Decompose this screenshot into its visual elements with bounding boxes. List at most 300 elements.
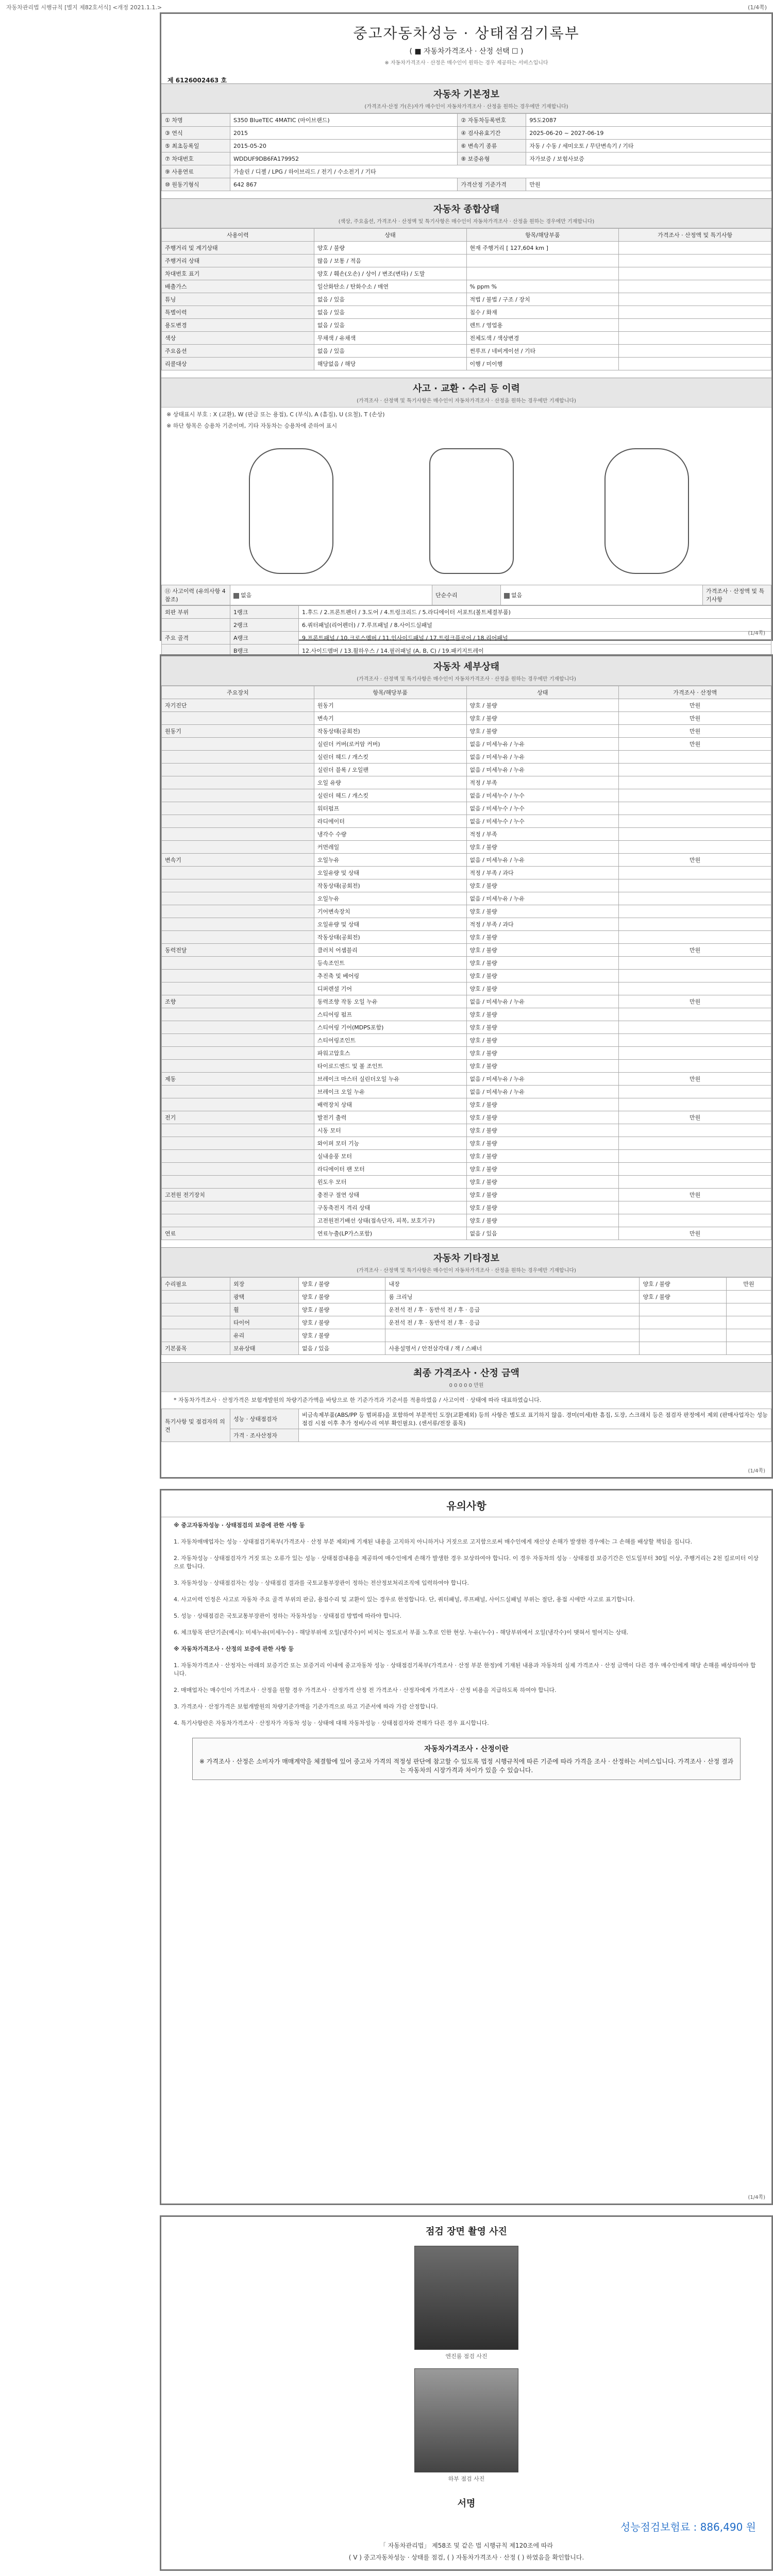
table-row	[162, 970, 771, 982]
other-label	[162, 1303, 230, 1316]
detail-state: 없음 / 미세누유 / 누유	[466, 764, 619, 776]
table-row	[162, 306, 771, 319]
detail-state: 양호 / 불량	[466, 970, 619, 982]
notice-item: 5. 성능 · 상태점검은 국토교통부장관이 정하는 자동차성능 · 상태점검 방법에 따라야 합니다.	[174, 1613, 401, 1619]
summary-table	[161, 228, 771, 370]
detail-price: 만원	[619, 854, 771, 867]
detail-state: 양호 / 불량	[466, 1124, 619, 1137]
table-row	[162, 1124, 771, 1137]
other-item-a: 타이어	[230, 1316, 299, 1329]
summary-label: 차대번호 표기	[162, 267, 314, 280]
accident-rank: 2랭크	[230, 619, 299, 632]
detail-device	[162, 764, 314, 776]
detail-item: 라디에이터	[314, 815, 466, 828]
other-price	[726, 1342, 771, 1355]
detail-item: 디퍼렌셜 기어	[314, 982, 466, 995]
detail-item: 스티어링 기어(MDPS포함)	[314, 1021, 466, 1034]
detail-device	[162, 957, 314, 970]
summary-state: 해당없음 / 해당	[314, 358, 466, 370]
table-row	[162, 699, 771, 712]
special-table	[161, 1409, 771, 1442]
detail-price	[619, 970, 771, 982]
detail-item: 배력장치 상태	[314, 1098, 466, 1111]
signature-title: 서명	[457, 2498, 476, 2509]
detail-item: 오일 유량	[314, 776, 466, 789]
table-row	[162, 1073, 771, 1086]
summary-state: 양호 / 불량	[314, 242, 466, 255]
detail-state: 양호 / 불량	[466, 1034, 619, 1047]
detail-device: 동력전달	[162, 944, 314, 957]
detail-state: 적정 / 부족 / 과다	[466, 918, 619, 931]
table-row	[162, 255, 771, 267]
detail-device: 고전원 전기장치	[162, 1189, 314, 1201]
summary-label: 배출가스	[162, 280, 314, 293]
statement-2: ( V ) 중고자동차성능 · 상태를 점검, ( ) 자동차가격조사 · 산정 ( ) 하였음을 확인합니다.	[348, 2554, 584, 2561]
detail-item: 오일유량 및 상태	[314, 918, 466, 931]
notice-item: 3. 가격조사 · 산정가격은 보험개발원의 차량기준가액을 기준가격으로 하고 기준서에 따라 가감 산정합니다.	[174, 1703, 438, 1710]
other-state-a: 양호 / 불량	[299, 1278, 385, 1291]
table-row	[162, 1329, 771, 1342]
table-row	[162, 1098, 771, 1111]
detail-device	[162, 918, 314, 931]
detail-item: 변속기	[314, 712, 466, 725]
car-diagram	[161, 430, 771, 585]
detail-state: 없음 / 미세누수 / 누수	[466, 802, 619, 815]
summary-detail: 적법 / 불법 / 구조 / 장치	[466, 293, 619, 306]
summary-price	[619, 267, 771, 280]
table-row	[162, 242, 771, 255]
summary-label: 주요옵션	[162, 345, 314, 358]
detail-price: 만원	[619, 1111, 771, 1124]
detail-device: 전기	[162, 1111, 314, 1124]
summary-price	[619, 345, 771, 358]
other-state-b	[640, 1303, 726, 1316]
table-row	[162, 1227, 771, 1240]
table-row	[162, 1034, 771, 1047]
table-row	[162, 1214, 771, 1227]
other-item-a: 휠	[230, 1303, 299, 1316]
detail-price	[619, 841, 771, 854]
summary-label: 리콜대상	[162, 358, 314, 370]
other-price: 만원	[726, 1278, 771, 1291]
table-row	[162, 854, 771, 867]
notice-item: 4. 특기사항란은 자동차가격조사 · 산정자가 자동차 성능 · 상태에 대해 자동차성능 · 상태점검자와 견해가 다른 경우 표시합니다.	[174, 1720, 489, 1726]
table-row	[162, 905, 771, 918]
table-row	[162, 892, 771, 905]
detail-state: 양호 / 불량	[466, 1214, 619, 1227]
accident-rank: 1랭크	[230, 606, 299, 619]
detail-item: 시동 모터	[314, 1124, 466, 1137]
detail-device: 원동기	[162, 725, 314, 738]
detail-device	[162, 892, 314, 905]
notice-item: 3. 자동차성능 · 상태점검자는 성능 · 상태점검 결과를 국토교통부장관이 정하는 전산정보처리조직에 입력하여야 합니다.	[174, 1580, 469, 1586]
detail-item: 오일누유	[314, 892, 466, 905]
table-row	[162, 1342, 771, 1355]
notice-item: 1. 자동차가격조사 · 산정자는 아래의 보증기간 또는 보증거리 이내에 중고자동차 성능 · 상태점검기록부(가격조사 · 산정 부분 한정)에 기재된 내용과 자동차의 실제 가격조사 · 산정 금액이 다른 경우 매수인에게 해당 손해를 배상하여야 합니다.	[174, 1662, 756, 1677]
detail-item: 커먼레일	[314, 841, 466, 854]
table-row: 가격 · 조사산정자	[162, 1429, 771, 1442]
detail-price: 만원	[619, 725, 771, 738]
section-other-title: 자동차 기타정보 (가격조사 · 산정액 및 특기사항은 매수인이 자동차가격조사 · 산정을 원하는 경우에만 기재합니다)	[161, 1247, 771, 1277]
other-item-b: 사용설명서 / 안전삼각대 / 잭 / 스패너	[385, 1342, 640, 1355]
detail-item: 추진축 및 베어링	[314, 970, 466, 982]
detail-item: 스티어링 펌프	[314, 1008, 466, 1021]
table-row	[162, 1060, 771, 1073]
detail-state: 양호 / 불량	[466, 1137, 619, 1150]
other-label: 기본품목	[162, 1342, 230, 1355]
page-indicator: (1/4쪽)	[748, 4, 767, 11]
table-row	[162, 332, 771, 345]
accident-group: 외판 부위	[162, 606, 230, 619]
detail-state: 없음 / 미세누유 / 누유	[466, 995, 619, 1008]
detail-price	[619, 1086, 771, 1098]
detail-device: 자기진단	[162, 699, 314, 712]
detail-item: 발전기 출력	[314, 1111, 466, 1124]
detail-state: 없음 / 미세누수 / 누수	[466, 815, 619, 828]
other-item-a: 보유상태	[230, 1342, 299, 1355]
accident-legend: ※ 상태표시 부호 : X (교환), W (판금 또는 용접), C (부식), A (흠집), U (요철), T (손상)	[166, 411, 385, 418]
table-row	[162, 1303, 771, 1316]
detail-state: 양호 / 불량	[466, 1176, 619, 1189]
detail-state: 적정 / 부족	[466, 828, 619, 841]
other-state-b	[640, 1342, 726, 1355]
other-state-b	[640, 1316, 726, 1329]
detail-device	[162, 1201, 314, 1214]
detail-item: 실내송풍 모터	[314, 1150, 466, 1163]
detail-device	[162, 841, 314, 854]
detail-item: 동력조향 작동 오일 누유	[314, 995, 466, 1008]
detail-item: 연료누출(LP가스포함)	[314, 1227, 466, 1240]
other-state-b: 양호 / 불량	[640, 1291, 726, 1303]
table-row	[162, 632, 771, 645]
table-row	[162, 879, 771, 892]
summary-detail	[466, 255, 619, 267]
page-3	[160, 1489, 773, 2205]
detail-device: 연료	[162, 1227, 314, 1240]
detail-price	[619, 751, 771, 764]
detail-item: 윈도우 모터	[314, 1176, 466, 1189]
detail-device	[162, 1008, 314, 1021]
detail-price	[619, 815, 771, 828]
summary-label: 특별이력	[162, 306, 314, 319]
detail-state: 없음 / 미세누유 / 누유	[466, 892, 619, 905]
engine-photo-caption: 엔진룸 점검 사진	[445, 2353, 488, 2360]
summary-price	[619, 332, 771, 345]
detail-state: 없음 / 있음	[466, 1227, 619, 1240]
notice-box-title: 자동차가격조사 · 산정이란	[424, 1745, 509, 1753]
detail-state: 없음 / 미세누유 / 누유	[466, 1086, 619, 1098]
detail-device	[162, 751, 314, 764]
detail-price	[619, 1034, 771, 1047]
summary-price	[619, 255, 771, 267]
summary-detail: 썬루프 / 네비게이션 / 기타	[466, 345, 619, 358]
detail-item: 구동축전지 격리 상태	[314, 1201, 466, 1214]
page-number-1: (1/4쪽)	[748, 631, 765, 636]
notice-box-text: ※ 가격조사 · 산정은 소비자가 매매계약을 체결함에 있어 중고차 가격의 적정성 판단에 참고할 수 있도록 법정 시행규칙에 따른 기준에 따라 가격을 조사 · 산정하는 서비스입니다. 가격조사 · 산정 결과는 자동차의 시장가격과 차이가 있을 수 있습니다.	[199, 1758, 734, 1774]
detail-device	[162, 1214, 314, 1227]
detail-state: 양호 / 불량	[466, 1021, 619, 1034]
table-row	[162, 751, 771, 764]
table-row	[162, 1163, 771, 1176]
detail-device	[162, 815, 314, 828]
detail-device	[162, 1047, 314, 1060]
other-item-b: 내장	[385, 1278, 640, 1291]
car-outline-center-icon	[429, 448, 514, 574]
summary-label: 용도변경	[162, 319, 314, 332]
detail-price	[619, 905, 771, 918]
engine-photo	[414, 2246, 518, 2350]
detail-device	[162, 1124, 314, 1137]
docno-value: 6126002463	[175, 77, 219, 84]
accident-parts: 12.사이드멤버 / 13.휠하우스 / 14.필러패널 (A, B, C) / 19.패키지트레이	[299, 645, 771, 657]
table-row	[162, 764, 771, 776]
notice-title: 유의사항	[161, 1498, 771, 1517]
detail-price	[619, 1124, 771, 1137]
accident-parts: 9.프론트패널 / 10.크로스멤버 / 11.인사이드패널 / 17.트렁크플로어 / 18.리어패널	[299, 632, 771, 645]
detail-device	[162, 1021, 314, 1034]
summary-label: 주행거리 상태	[162, 255, 314, 267]
section-summary-title: 자동차 종합상태 (색상, 주요옵션, 가격조사 · 산정액 및 특기사항은 매수인이 자동차가격조사 · 산정을 원하는 경우에만 기재합니다)	[161, 198, 771, 228]
detail-item: 실린더 헤드 / 개스킷	[314, 789, 466, 802]
detail-device	[162, 879, 314, 892]
other-label: 수리필요	[162, 1278, 230, 1291]
table-row	[162, 982, 771, 995]
accident-parts: 6.쿼터패널(리어펜더) / 7.루프패널 / 8.사이드실패널	[299, 619, 771, 632]
detail-price	[619, 892, 771, 905]
other-price	[726, 1291, 771, 1303]
notice-head-1: ※ 중고자동차성능 · 상태점검의 보증에 관한 사항 등	[174, 1522, 305, 1529]
detail-price: 만원	[619, 699, 771, 712]
detail-device	[162, 1137, 314, 1150]
detail-price	[619, 1060, 771, 1073]
summary-state: 무채색 / 유채색	[314, 332, 466, 345]
table-row: ⑪ 사고이력 (유의사항 4 참조) 없음 단순수리 없음 가격조사 · 산정액 및 특기사항	[162, 585, 771, 605]
table-row	[162, 267, 771, 280]
table-row	[162, 802, 771, 815]
accident-rank: A랭크	[230, 632, 299, 645]
detail-price: 만원	[619, 995, 771, 1008]
other-item-b: 운전석 전 / 후 · 동반석 전 / 후 · 응급	[385, 1316, 640, 1329]
detail-device	[162, 867, 314, 879]
table-row	[162, 995, 771, 1008]
detail-item: 파워고압호스	[314, 1047, 466, 1060]
detail-item: 충전구 절연 상태	[314, 1189, 466, 1201]
notice-list-2	[161, 1657, 771, 1732]
table-row	[162, 918, 771, 931]
summary-detail	[466, 267, 619, 280]
detail-device	[162, 1060, 314, 1073]
other-item-b: 운전석 전 / 후 · 동반석 전 / 후 · 응급	[385, 1303, 640, 1316]
summary-detail: 침수 / 화재	[466, 306, 619, 319]
summary-state: 없음 / 있음	[314, 319, 466, 332]
section-basic-title: 자동차 기본정보 (가격조사·산정 가(은)자가 매수인이 자동차가격조사 · 산정을 원하는 경우에만 기재합니다)	[161, 83, 771, 113]
summary-detail: 전체도색 / 색상변경	[466, 332, 619, 345]
summary-label: 주행거리 및 계기상태	[162, 242, 314, 255]
other-item-b: 룸 크리닝	[385, 1291, 640, 1303]
detail-device	[162, 970, 314, 982]
detail-price	[619, 867, 771, 879]
basic-table	[161, 113, 771, 191]
table-row	[162, 841, 771, 854]
notice-item: 2. 자동차성능 · 상태점검자가 거짓 또는 오류가 있는 성능 · 상태점검내용을 제공하여 매수인에게 손해가 발생한 경우 보상하여야 합니다. 이 경우 자동차의 성능 · 상태점검 보증기간은 인도일부터 30일 이상, 주행거리는 2천 킬로미터 이상으로 합니다.	[174, 1555, 759, 1570]
section-accident-title: 사고 · 교환 · 수리 등 이력 (가격조사 · 산정액 및 특기사항은 매수인이 자동차가격조사 · 산정을 원하는 경우에만 기재합니다)	[161, 378, 771, 408]
underbody-photo-caption: 하부 점검 사진	[448, 2476, 485, 2482]
table-row	[162, 358, 771, 370]
detail-state: 없음 / 미세누유 / 누유	[466, 738, 619, 751]
other-state-a: 양호 / 불량	[299, 1303, 385, 1316]
detail-price: 만원	[619, 1189, 771, 1201]
detail-price	[619, 1008, 771, 1021]
detail-price	[619, 931, 771, 944]
table-row	[162, 867, 771, 879]
summary-detail: 이행 / 미이행	[466, 358, 619, 370]
table-row	[162, 1189, 771, 1201]
table-row: ① 차명 S350 BlueTEC 4MATIC (마이브랜드) ② 자동차등록번호 95도2087	[162, 114, 771, 127]
table-header-row: 사용이력 상태 항목/해당부품 가격조사 · 산정액 및 특기사항	[162, 229, 771, 242]
detail-state: 적정 / 부족 / 과다	[466, 867, 619, 879]
detail-price	[619, 776, 771, 789]
detail-device	[162, 905, 314, 918]
detail-price	[619, 957, 771, 970]
detail-state: 양호 / 불량	[466, 1201, 619, 1214]
accident-group: 주요 골격	[162, 632, 230, 645]
other-state-a: 양호 / 불량	[299, 1329, 385, 1342]
detail-price	[619, 918, 771, 931]
insurance-price: 성능점검보험료 : 886,490 원	[620, 2521, 756, 2533]
table-row	[162, 931, 771, 944]
detail-state: 양호 / 불량	[466, 905, 619, 918]
document-subtitle: ( ■ 자동차가격조사 · 산정 선택 ☐ )	[409, 47, 524, 56]
summary-label: 튜닝	[162, 293, 314, 306]
detail-item: 오일누유	[314, 854, 466, 867]
detail-price	[619, 1021, 771, 1034]
detail-state: 없음 / 미세누유 / 누유	[466, 1073, 619, 1086]
other-price	[726, 1329, 771, 1342]
detail-price	[619, 1150, 771, 1163]
other-label	[162, 1316, 230, 1329]
detail-item: 오일유량 및 상태	[314, 867, 466, 879]
table-row	[162, 1176, 771, 1189]
notice-item: 4. 사고이력 인정은 사고로 자동차 주요 골격 부위의 판금, 용접수리 및 교환이 있는 경우로 한정합니다. 단, 쿼터패널, 루프패널, 사이드실패널 부위는 절단, 용접 시에만 사고로 표기합니다.	[174, 1596, 635, 1603]
detail-price	[619, 1047, 771, 1060]
detail-state: 양호 / 불량	[466, 1111, 619, 1124]
table-row	[162, 619, 771, 632]
detail-device	[162, 982, 314, 995]
detail-item: 등속조인트	[314, 957, 466, 970]
detail-state: 양호 / 불량	[466, 1150, 619, 1163]
detail-device	[162, 776, 314, 789]
summary-state: 없음 / 있음	[314, 306, 466, 319]
table-row	[162, 1008, 771, 1021]
other-state-a: 양호 / 불량	[299, 1291, 385, 1303]
detail-price	[619, 982, 771, 995]
summary-price	[619, 242, 771, 255]
table-row	[162, 606, 771, 619]
detail-state: 양호 / 불량	[466, 879, 619, 892]
detail-state: 양호 / 불량	[466, 957, 619, 970]
table-row	[162, 725, 771, 738]
detail-device	[162, 1163, 314, 1176]
other-state-b: 양호 / 불량	[640, 1278, 726, 1291]
detail-price: 만원	[619, 712, 771, 725]
detail-state: 없음 / 미세누수 / 누수	[466, 789, 619, 802]
detail-price	[619, 1163, 771, 1176]
detail-state: 양호 / 불량	[466, 699, 619, 712]
detail-device	[162, 828, 314, 841]
car-outline-right-icon	[604, 448, 689, 574]
summary-label: 색상	[162, 332, 314, 345]
table-row	[162, 944, 771, 957]
summary-price	[619, 358, 771, 370]
document-number	[167, 76, 227, 84]
final-note: * 자동차가격조사 · 산정가격은 보험개발원의 차량기준가액을 바탕으로 한 기준가격과 기준서를 적용하였음 / 사고이력 · 상태에 따라 대표하였습니다.	[174, 1397, 542, 1403]
detail-device	[162, 1150, 314, 1163]
summary-state: 없음 / 있음	[314, 345, 466, 358]
section-final-title: 최종 가격조사 · 산정 금액 0 0 0 0 0 만원	[161, 1362, 771, 1392]
document-title: 중고자동차성능 · 상태점검기록부	[353, 25, 580, 42]
detail-device	[162, 1086, 314, 1098]
detail-state: 양호 / 불량	[466, 1008, 619, 1021]
detail-price	[619, 879, 771, 892]
summary-body	[162, 242, 771, 370]
summary-detail: 렌트 / 영업용	[466, 319, 619, 332]
page-number-3: (1/4쪽)	[748, 2195, 765, 2200]
detail-item: 기어변속장치	[314, 905, 466, 918]
photos-title: 점검 장면 촬영 사진	[426, 2226, 507, 2237]
other-table	[161, 1277, 771, 1355]
detail-device	[162, 1176, 314, 1189]
detail-item: 냉각수 수량	[314, 828, 466, 841]
table-row: ⑦ 차대번호 WDDUF9DB6FA179952 ⑧ 보증유형 자가보증 / 보험사보증	[162, 152, 771, 165]
summary-price	[619, 319, 771, 332]
detail-item: 브레이크 오일 누유	[314, 1086, 466, 1098]
detail-price	[619, 1176, 771, 1189]
summary-state: 일산화탄소 / 탄화수소 / 매연	[314, 280, 466, 293]
table-row: ⑤ 최초등록일 2015-05-20 ⑥ 변속기 종류 자동 / 수동 / 세미오토 / 무단변속기 / 기타	[162, 140, 771, 152]
detail-state: 양호 / 불량	[466, 712, 619, 725]
detail-item: 워터펌프	[314, 802, 466, 815]
detail-price	[619, 1098, 771, 1111]
docno-prefix: 제	[167, 77, 174, 84]
detail-item: 클러치 어셈블리	[314, 944, 466, 957]
detail-price	[619, 828, 771, 841]
table-row	[162, 1021, 771, 1034]
detail-item: 고전원전기배선 상태(접속단자, 피복, 보호기구)	[314, 1214, 466, 1227]
accident-group	[162, 619, 230, 632]
table-row	[162, 776, 771, 789]
other-state-a: 양호 / 불량	[299, 1316, 385, 1329]
summary-price	[619, 293, 771, 306]
detail-state: 양호 / 불량	[466, 725, 619, 738]
notice-item: 2. 매매업자는 매수인이 가격조사 · 산정을 원할 경우 가격조사 · 산정가격 산정 전 가격조사 · 산정자에게 가격조사 · 산정 비용을 지급하도록 하여야 합니다.	[174, 1687, 557, 1693]
table-row	[162, 293, 771, 306]
page-1	[160, 12, 773, 654]
summary-state: 많음 / 보통 / 적음	[314, 255, 466, 267]
underbody-photo	[414, 2368, 518, 2472]
detail-item: 라디에이터 팬 모터	[314, 1163, 466, 1176]
summary-price	[619, 280, 771, 293]
detail-device: 조향	[162, 995, 314, 1008]
table-row	[162, 280, 771, 293]
accident-rank: B랭크	[230, 645, 299, 657]
detail-device	[162, 931, 314, 944]
notice-item: 6. 체크항목 판단기준(예시): 미세누유(미세누수) - 해당부위에 오일(냉각수)이 비치는 정도로서 부품 노후로 인한 현상. 누유(누수) - 해당부위에서 오일(냉각수)이 맺혀서 떨어지는 상태.	[174, 1629, 629, 1636]
accident-parts: 1.후드 / 2.프론트펜더 / 3.도어 / 4.트렁크리드 / 5.라디에이터 서포트(볼트체결부품)	[299, 606, 771, 619]
table-row	[162, 957, 771, 970]
detail-price: 만원	[619, 1227, 771, 1240]
detail-state: 양호 / 불량	[466, 944, 619, 957]
detail-state: 적정 / 부족	[466, 776, 619, 789]
